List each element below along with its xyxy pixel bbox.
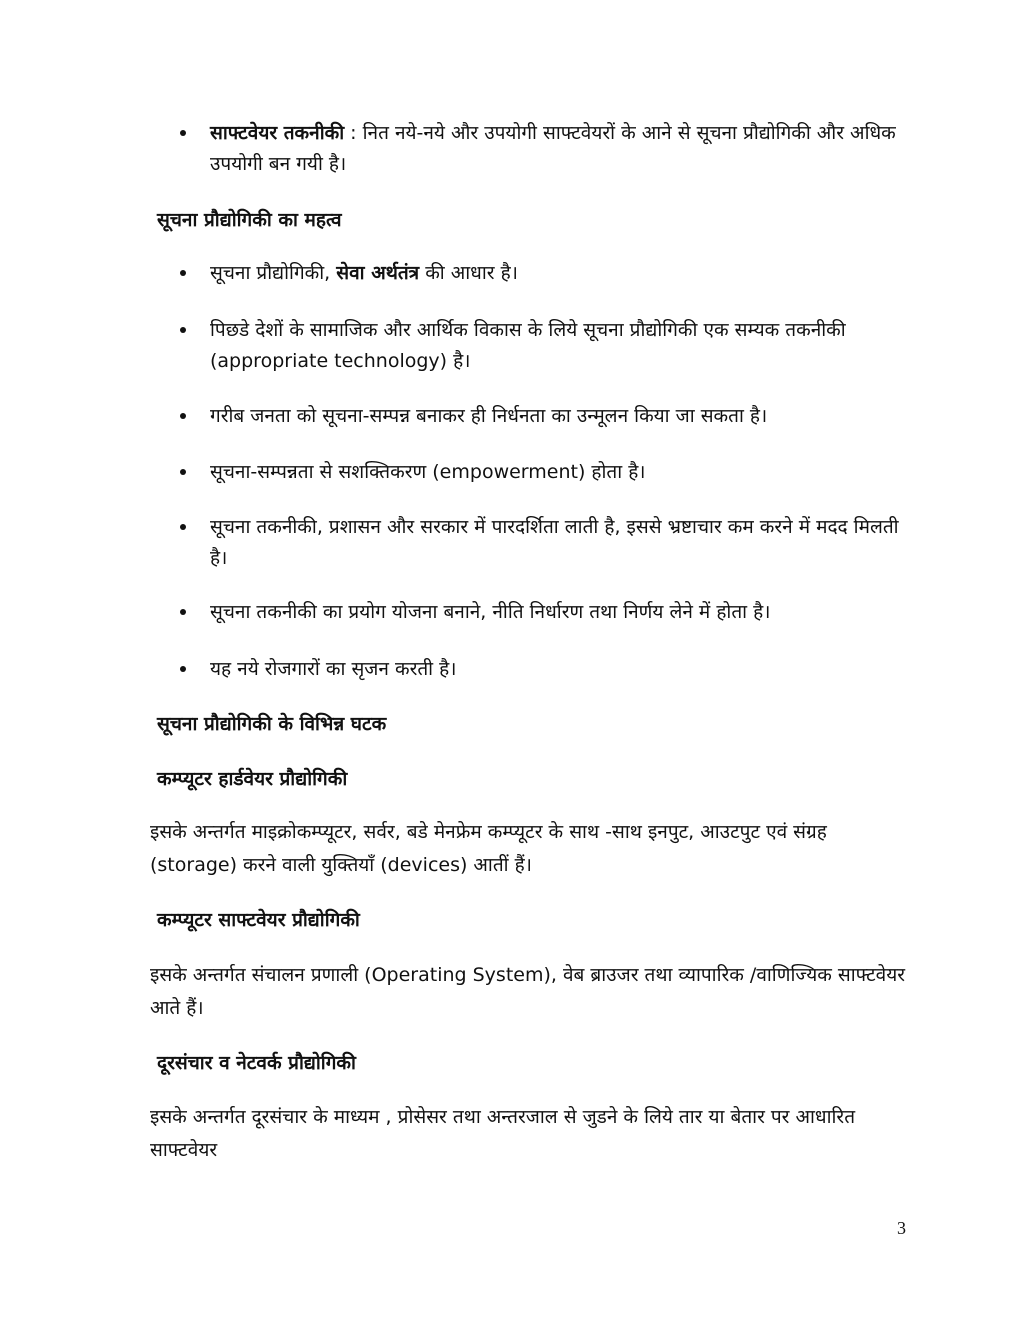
- bullet-icon: [180, 666, 186, 672]
- bullet-icon: [180, 327, 186, 333]
- page-number: 3: [897, 1218, 906, 1238]
- list-item: [180, 118, 915, 180]
- list-item: सूचना प्रौद्योगिकी, सेवा अर्थतंत्र की आधार है।: [180, 258, 915, 289]
- list-item: पिछडे देशों के सामाजिक और आर्थिक विकास के लिये सूचना प्रौद्योगिकी एक सम्यक तकनीकी (appropriate technology) है।: [180, 315, 915, 377]
- bullet-icon: [180, 609, 186, 615]
- term-service-economy: सेवा अर्थतंत्र: [336, 262, 420, 284]
- subheading-hardware: कम्प्यूटर हार्डवेयर प्रौद्योगिकी: [157, 768, 348, 790]
- bullet-icon: [180, 270, 186, 276]
- bullet-icon: [180, 524, 186, 530]
- list-item-text: : नित नये-नये और उपयोगी साफ्टवेयरों के आने से सूचना प्रौद्योगिकी और अधिक उपयोगी बन गयी है।: [210, 122, 896, 175]
- section-heading-importance: सूचना प्रौद्योगिकी का महत्व: [157, 209, 342, 231]
- paragraph-hardware: इसके अन्तर्गत माइक्रोकम्प्यूटर, सर्वर, बडे मेनफ्रेम कम्प्यूटर के साथ -साथ इनपुट, आउटपुट एवं संग्रह (storage) करने वाली युक्तियाँ (devices) आतीं हैं।: [150, 821, 827, 876]
- subheading-software: कम्प्यूटर साफ्टवेयर प्रौद्योगिकी: [157, 909, 360, 931]
- list-item: सूचना तकनीकी का प्रयोग योजना बनाने, नीति निर्धारण तथा निर्णय लेने में होता है।: [180, 597, 915, 628]
- bullet-icon: [180, 413, 186, 419]
- bullet-icon: [180, 469, 186, 475]
- section-heading-components: सूचना प्रौद्योगिकी के विभिन्न घटक: [157, 713, 387, 735]
- bullet-icon: [180, 130, 186, 136]
- list-item: गरीब जनता को सूचना-सम्पन्न बनाकर ही निर्धनता का उन्मूलन किया जा सकता है।: [180, 401, 915, 432]
- list-item: यह नये रोजगारों का सृजन करती है।: [180, 654, 915, 685]
- paragraph-network: इसके अन्तर्गत दूरसंचार के माध्यम , प्रोसेसर तथा अन्तरजाल से जुडने के लिये तार या बेतार पर आधारित साफ्टवेयर: [150, 1106, 856, 1161]
- paragraph-software: इसके अन्तर्गत संचालन प्रणाली (Operating System), वेब ब्राउजर तथा व्यापारिक /वाणिज्यिक साफ्टवेयर आते हैं।: [150, 964, 906, 1019]
- term-software-technology: साफ्टवेयर तकनीकी: [210, 122, 345, 144]
- subheading-network: दूरसंचार व नेटवर्क प्रौद्योगिकी: [157, 1052, 356, 1074]
- list-item: सूचना-सम्पन्नता से सशक्तिकरण (empowerment) होता है।: [180, 457, 915, 488]
- list-item: सूचना तकनीकी, प्रशासन और सरकार में पारदर्शिता लाती है, इससे भ्रष्टाचार कम करने में मदद मिलती है।: [180, 512, 915, 574]
